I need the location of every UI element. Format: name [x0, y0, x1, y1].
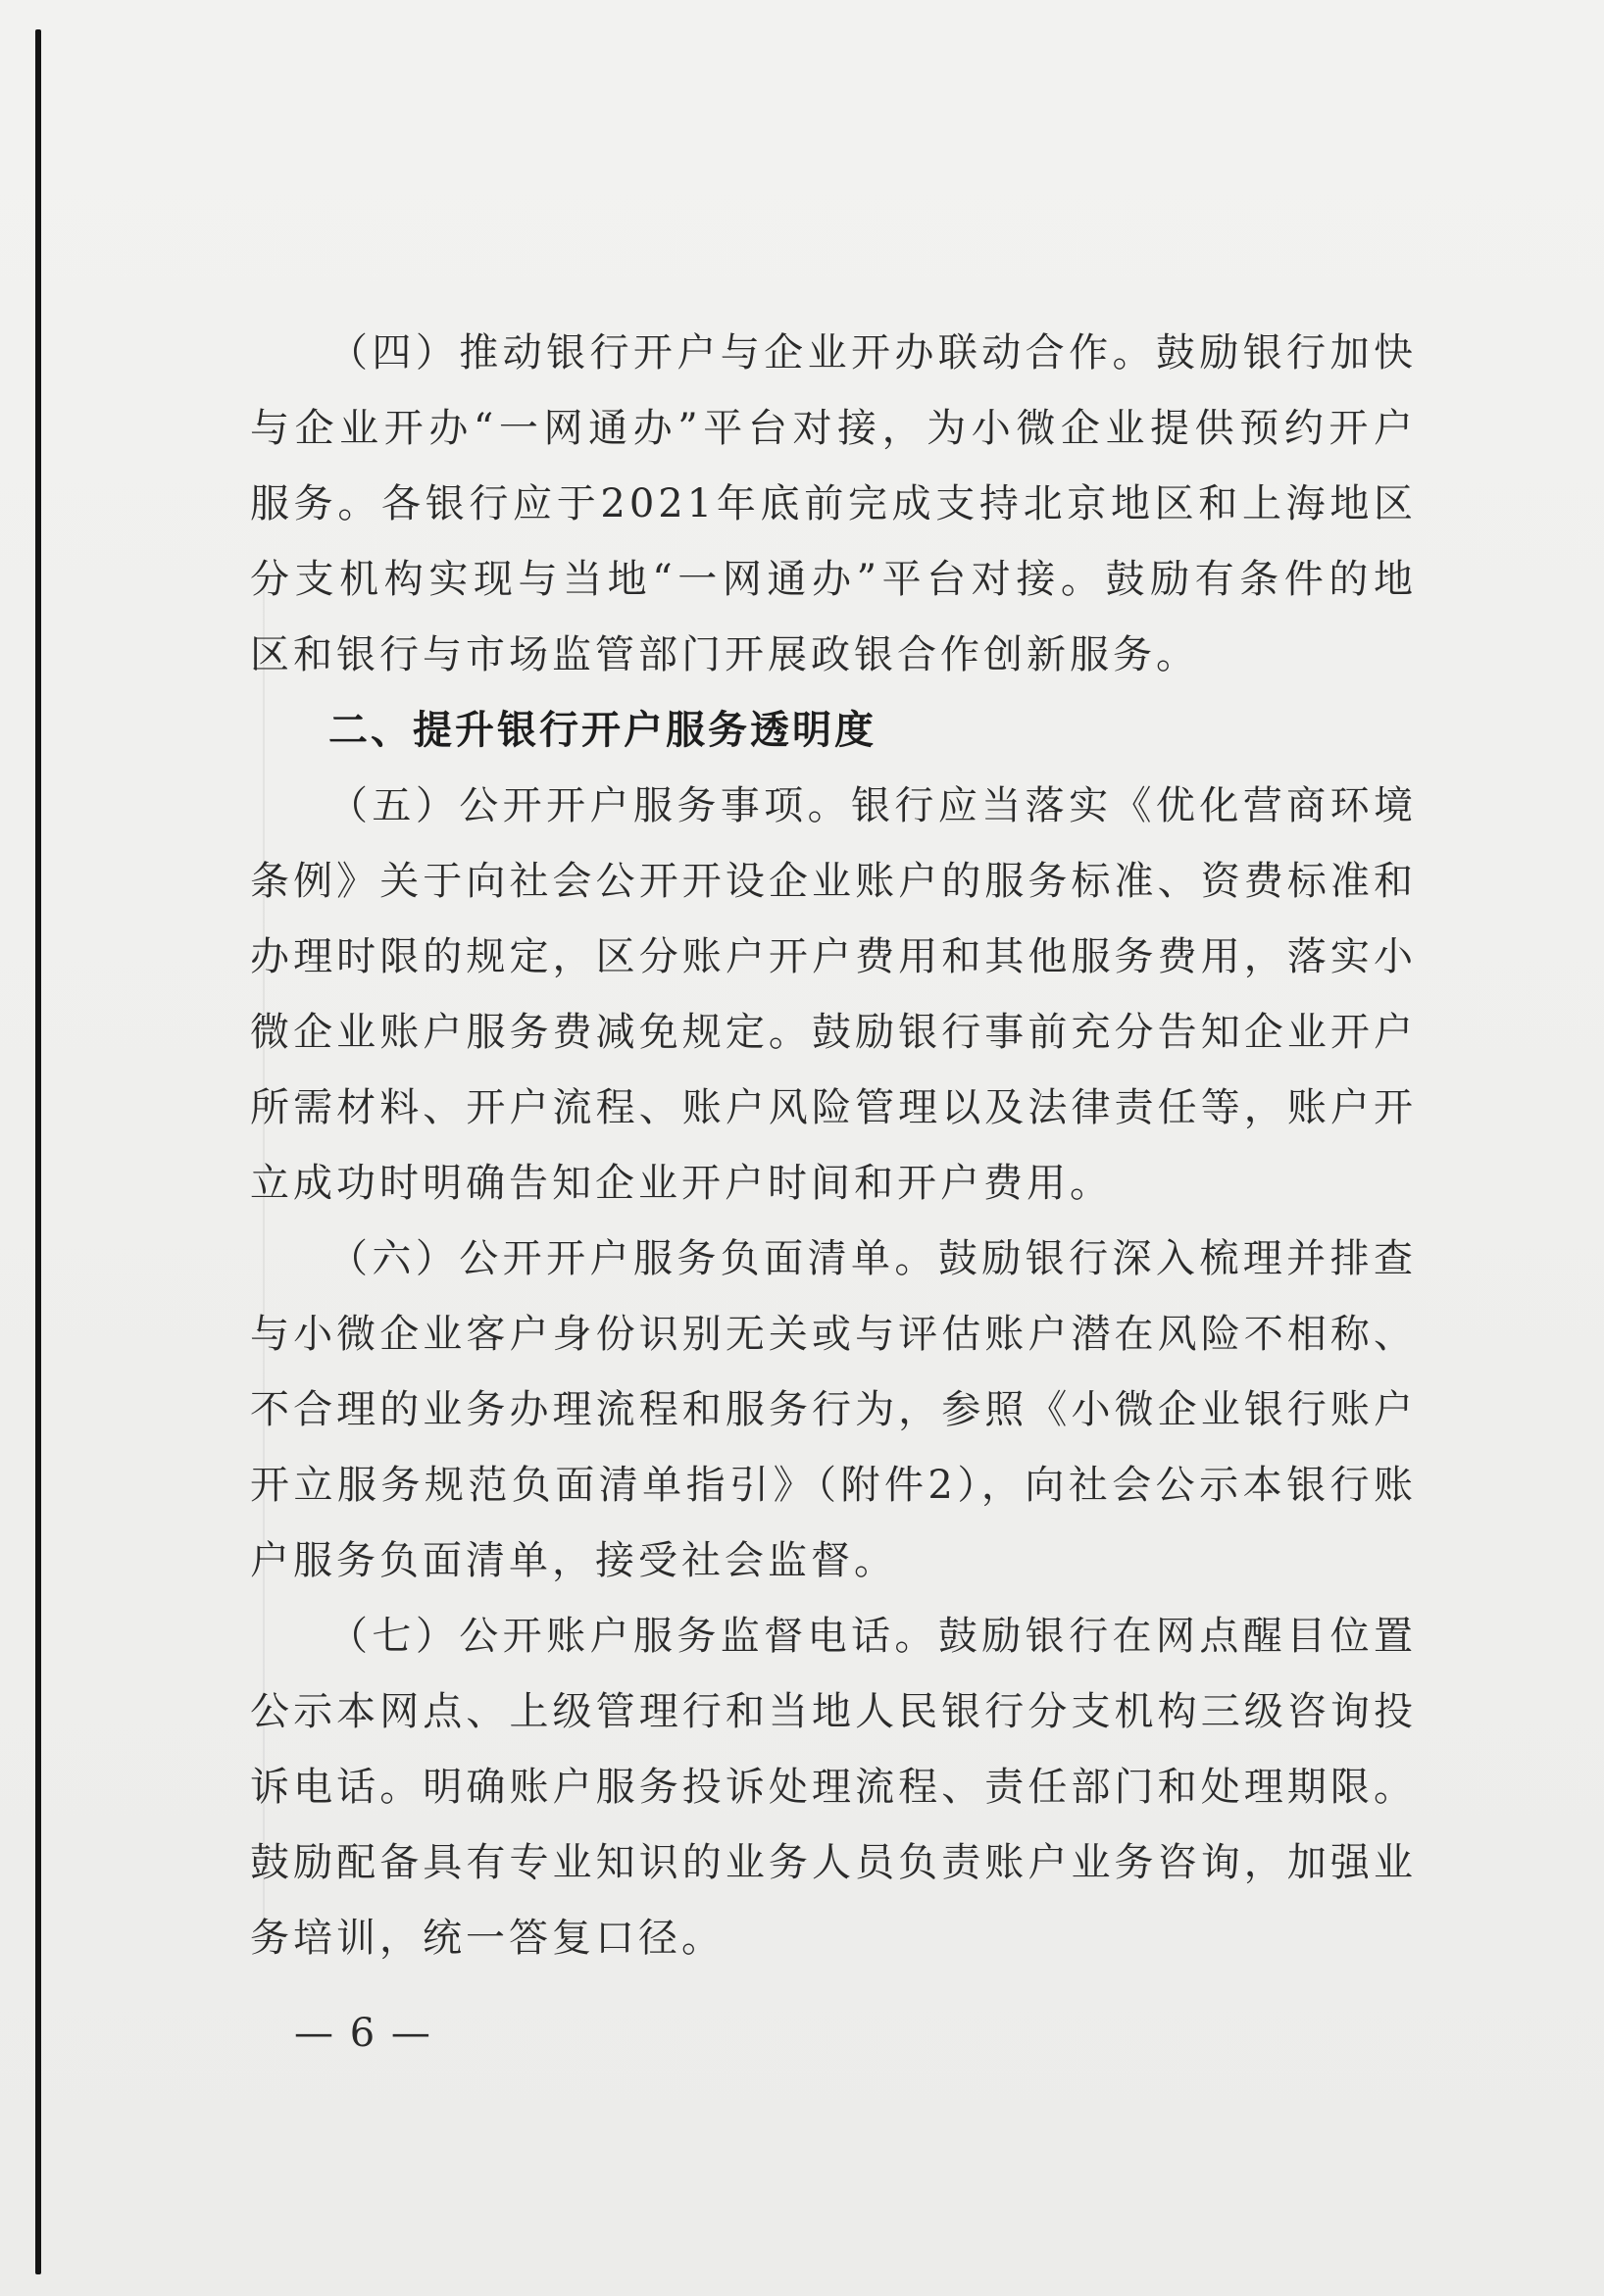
paragraph-section-5: （五）公开开户服务事项。银行应当落实《优化营商环境条例》关于向社会公开开设企业账户的服务标准、资费标准和办理时限的规定，区分账户开户费用和其他服务费用，落实小微企业账户服务费减免规定。鼓励银行事前充分告知企业开户所需材料、开户流程、账户风险管理以及法律责任等，账户开立成功时明确告知企业开户时间和开户费用。 [250, 783, 1417, 1206]
paragraph-section-7: （七）公开账户服务监督电话。鼓励银行在网点醒目位置公示本网点、上级管理行和当地人民银行分支机构三级咨询投诉电话。明确账户服务投诉处理流程、责任部门和处理期限。鼓励配备具有专业知识的业务人员负责账户业务咨询，加强业务培训，统一答复口径。 [250, 1614, 1417, 1961]
scan-edge-border [35, 29, 41, 2274]
paragraph-section-6: （六）公开开户服务负面清单。鼓励银行深入梳理并排查与小微企业客户身份识别无关或与评估账户潜在风险不相称、不合理的业务办理流程和服务行为，参照《小微企业银行账户开立服务规范负面清单指引》（附件2），向社会公示本银行账户服务负面清单，接受社会监督。 [250, 1236, 1417, 1583]
paragraph-section-4: （四）推动银行开户与企业开办联动合作。鼓励银行加快与企业开办“一网通办”平台对接，为小微企业提供预约开户服务。各银行应于2021年底前完成支持北京地区和上海地区分支机构实现与当地“一网通办”平台对接。鼓励有条件的地区和银行与市场监管部门开展政银合作创新服务。 [250, 330, 1417, 677]
document-body [250, 316, 1417, 1976]
section-heading-2: 二、提升银行开户服务透明度 [328, 708, 877, 753]
page-number: — 6 — [294, 2011, 432, 2056]
